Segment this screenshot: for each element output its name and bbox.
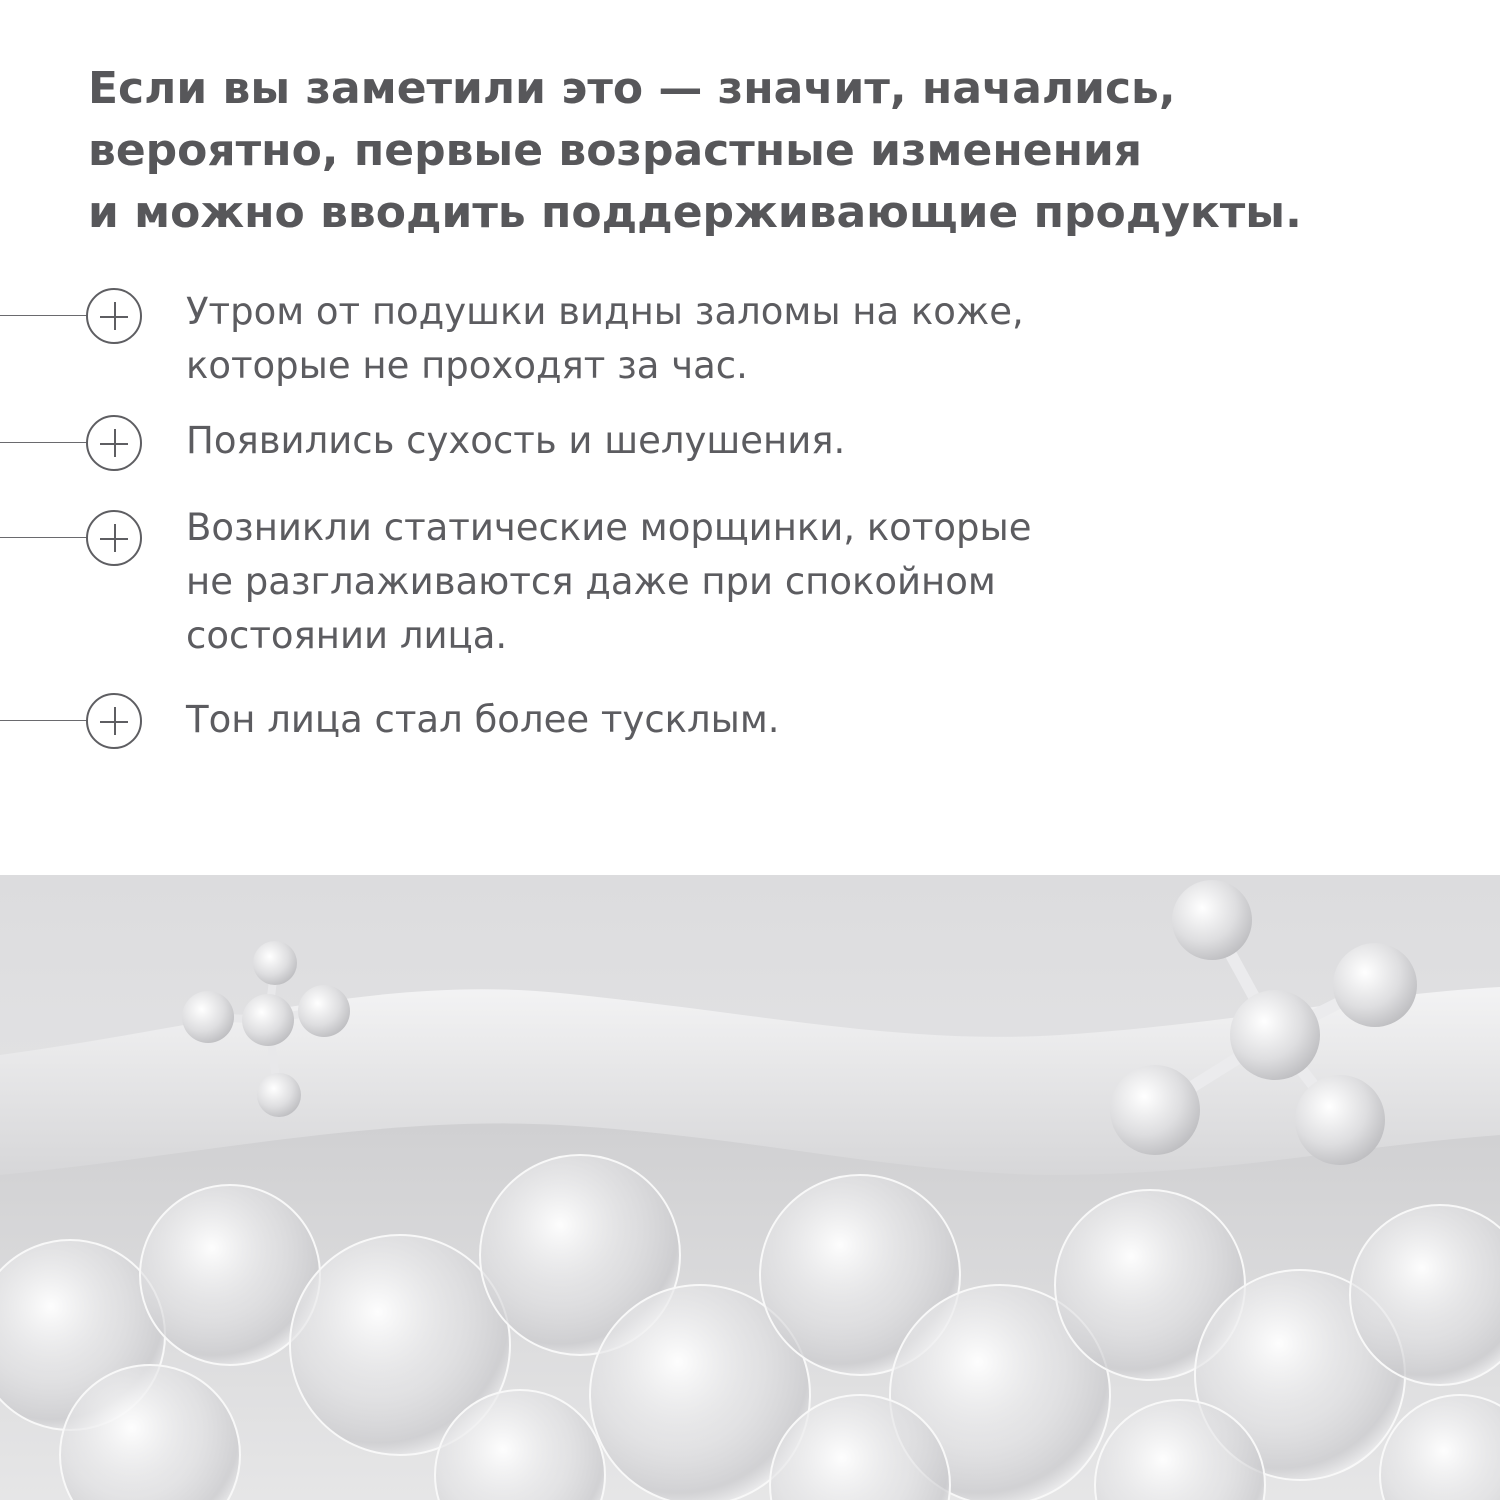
- plus-circle-icon: [86, 415, 142, 471]
- page-heading: [88, 58, 1388, 244]
- list-item-line: Утром от подушки видны заломы на коже,: [186, 290, 1024, 333]
- plus-circle-icon: [86, 288, 142, 344]
- list-item-text: [186, 501, 1386, 663]
- list-item-line: Возникли статические морщинки, которые: [186, 506, 1032, 549]
- plus-circle-icon: [86, 510, 142, 566]
- list-item-text: [186, 693, 1386, 747]
- connector-line: [0, 442, 88, 443]
- plus-circle-icon: [86, 693, 142, 749]
- list-item-line: Тон лица стал более тусклым.: [186, 698, 780, 741]
- heading-line: Если вы заметили это — значит, начались,: [88, 63, 1176, 114]
- list-item-line: не разглаживаются даже при спокойном: [186, 560, 996, 603]
- connector-line: [0, 537, 88, 538]
- list-item-line: состоянии лица.: [186, 614, 508, 657]
- heading-line: вероятно, первые возрастные изменения: [88, 125, 1143, 176]
- connector-line: [0, 315, 88, 316]
- heading-line: и можно вводить поддерживающие продукты.: [88, 187, 1302, 238]
- connector-line: [0, 720, 88, 721]
- list-item-text: [186, 285, 1386, 393]
- skin-layers-illustration: [0, 875, 1500, 1500]
- list-item-line: которые не проходят за час.: [186, 344, 748, 387]
- list-item-text: [186, 414, 1386, 468]
- list-item-line: Появились сухость и шелушения.: [186, 419, 846, 462]
